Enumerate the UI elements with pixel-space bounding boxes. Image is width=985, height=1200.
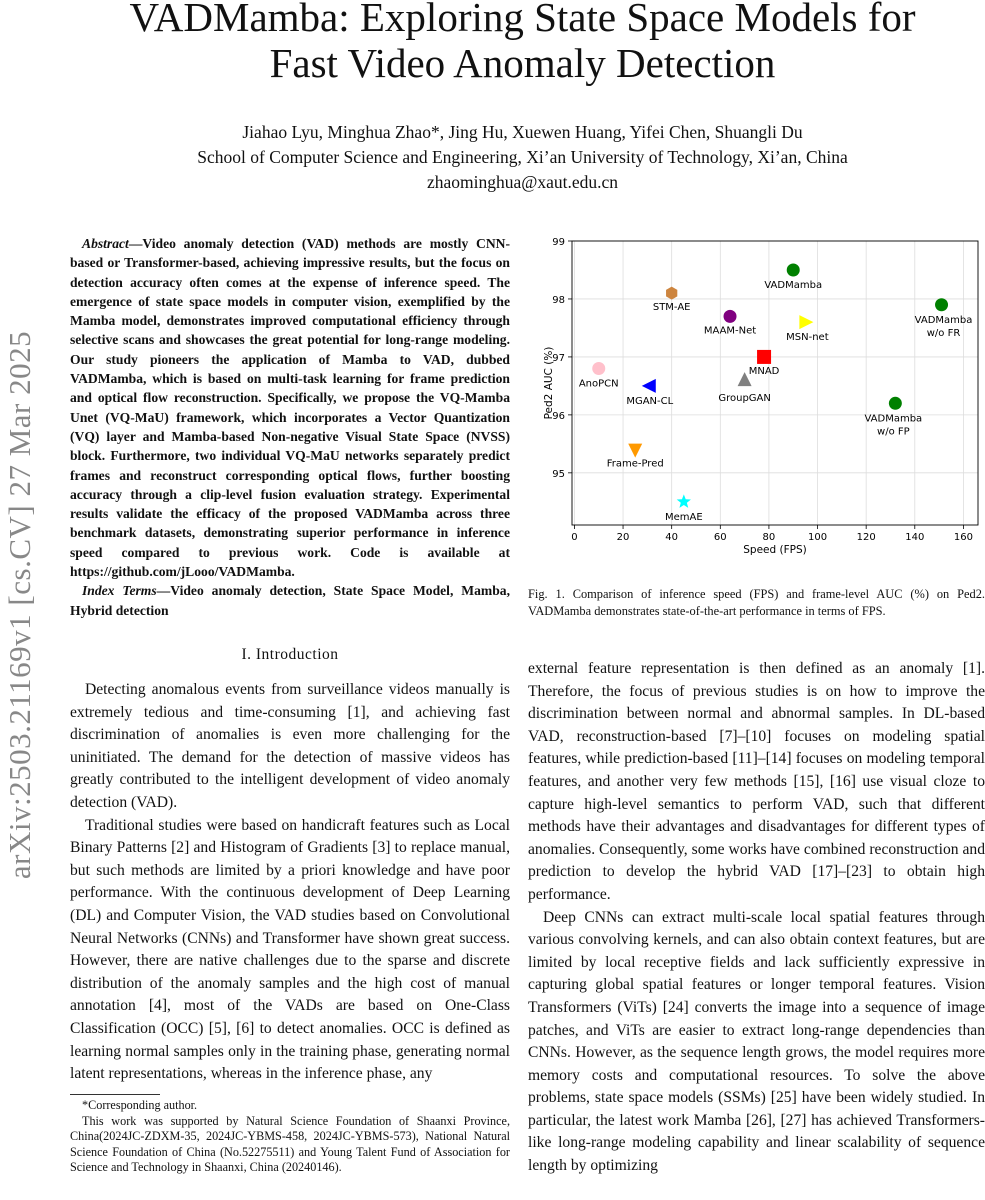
frame-pred-marker xyxy=(628,444,642,458)
point-label: Frame-Pred xyxy=(606,458,664,470)
paper-title xyxy=(60,0,985,86)
x-tick-label: 40 xyxy=(665,532,679,543)
msn-net-marker xyxy=(799,315,813,329)
y-axis-label: Ped2 AUC (%) xyxy=(543,346,555,420)
anopcn-marker xyxy=(592,362,605,375)
abstract xyxy=(70,234,510,620)
scatter-chart xyxy=(540,230,985,565)
footnotes xyxy=(70,1098,510,1176)
footnote-rule xyxy=(70,1094,160,1095)
mgan-cl-marker xyxy=(642,379,656,393)
affiliation: School of Computer Science and Engineering, Xi’an University of Technology, Xi’an, China xyxy=(197,147,848,167)
point-label: AnoPCN xyxy=(578,378,619,390)
abstract-text: —Video anomaly detection (VAD) methods are mostly CNN-based or Transformer-based, achieving impressive results, but the focus on detection accuracy often comes at the expense of inference speed. The emergence of state space models in computer vision, exemplified by the Mamba model, demonstrates improved computational efficiency through selective scans and showcases the great potential for long-range modeling. Our study pioneers the application of Mamba to VAD, dubbed VADMamba, which is based on multi-task learning for frame prediction and optical flow reconstruction. Specifically, we propose the VQ-Mamba Unet (VQ-MaU) framework, which incorporates a Vector Quantization (VQ) layer and Mamba-based Non-negative Visual State Space (NVSS) block. Furthermore, two individual VQ-MaU networks separately predict frames and reconstruct corresponding optical flows, further boosting accuracy through a clip-level fusion evaluation strategy. Experimental results validate the efficacy of the proposed VADMamba across three benchmark datasets, demonstrating superior performance in inference speed compared to previous work. Code is available at https://github.com/jLooo/VADMamba. xyxy=(70,236,510,580)
y-tick-label: 95 xyxy=(552,468,565,480)
vadmamba-w-o-fr-marker xyxy=(935,298,948,311)
y-tick-label: 97 xyxy=(552,352,565,364)
paragraph: Detecting anomalous events from surveillance videos manually is extremely tedious and time-consuming [1], and achieving fast discrimination of anomalies is even more challenging for the uninitiated. The demand for the detection of massive videos has greatly contributed to the intelligent development of video anomaly detection (VAD). xyxy=(70,681,510,811)
arxiv-sidebar xyxy=(0,260,40,950)
point-label: MNAD xyxy=(748,365,780,377)
figure-scatter-chart xyxy=(540,230,985,565)
point-label: MSN-net xyxy=(786,332,829,344)
email: zhaominghua@xaut.edu.cn xyxy=(426,172,619,192)
title-line-2: Fast Video Anomaly Detection xyxy=(269,40,776,86)
footnote-funding: This work was supported by Natural Science Foundation of Shaanxi Province, China(2024JC-ZDXM-35, 2024JC-YBMS-458, 2024JC-YBMS-573), National Natural Science Foundation of China (No.52275511) and Young Talent Fund of Association for Science and Technology in Shaanxi, China (20240146). xyxy=(70,1113,510,1175)
vadmamba-w-o-fp-marker xyxy=(889,397,902,410)
paragraph: Deep CNNs can extract multi-scale local spatial features through various convolving kernels, and can also obtain context features, but are limited by local receptive fields and lack sufficiently expressive in capturing global spatial features or longer temporal features. Vision Transformers (ViTs) [24] converts the image into a sequence of image patches, and ViTs are easier to extract long-range dependencies than CNNs. However, as the sequence length grows, the model requires more memory costs and computational resources. To solve the above problems, state space models (SSMs) [25] have been widely studied. In particular, the latest work Mamba [26], [27] has achieved Transformers-like long-range modeling capability and linear scalability of sequence length by optimizing xyxy=(528,908,985,1175)
right-column xyxy=(528,658,985,1178)
y-tick-label: 98 xyxy=(552,294,565,306)
x-tick-label: 60 xyxy=(713,532,727,543)
point-label: MAAM-Net xyxy=(703,325,757,337)
abstract-label: Abstract xyxy=(82,236,129,251)
point-label: VADMamba w/o FP xyxy=(864,413,923,438)
x-axis-label: Speed (FPS) xyxy=(743,544,807,556)
figure-caption: Fig. 1. Comparison of inference speed (FPS) and frame-level AUC (%) on Ped2. VADMamba demonstrates state-of-the-art performance in terms of FPS. xyxy=(528,587,985,618)
x-tick-label: 20 xyxy=(616,532,630,543)
point-label: VADMamba w/o FR xyxy=(914,314,973,339)
x-tick-label: 120 xyxy=(856,532,876,543)
point-label: MGAN-CL xyxy=(626,395,674,407)
index-terms-text: —Video anomaly detection, State Space Model, Mamba, Hybrid detection xyxy=(70,583,511,618)
x-tick-label: 100 xyxy=(807,532,828,543)
y-tick-label: 99 xyxy=(552,237,565,248)
x-tick-label: 0 xyxy=(571,532,578,543)
maam-net-marker xyxy=(724,310,737,323)
authors: Jiahao Lyu, Minghua Zhao*, Jing Hu, Xuewen Huang, Yifei Chen, Shuangli Du xyxy=(242,122,803,142)
paragraph: external feature representation is then defined as an anomaly [1]. Therefore, the focus of previous studies is on how to improve the discrimination between normal and abnormal samples. In DL-based VAD, reconstruction-based [7]–[10] focuses on modeling spatial features, while prediction-based [11]–[14] focuses on modeling temporal features, and another very few methods [15], [16] use visual cloze to capture high-level semantics to perform VAD, such that different methods have their advantages and disadvantages for different types of anomalies. Consequently, some works have combined reconstruction and prediction to develop the hybrid VAD [17]–[23] to obtain high performance. xyxy=(528,660,985,903)
y-tick-label: 96 xyxy=(552,410,565,422)
mnad-marker xyxy=(757,350,771,364)
memae-marker xyxy=(677,494,691,508)
x-tick-label: 80 xyxy=(762,532,776,543)
vadmamba-marker xyxy=(787,263,800,276)
author-block xyxy=(60,120,985,195)
paragraph: Traditional studies were based on handicraft features such as Local Binary Patterns [2] and Histogram of Gradients [3] to replace manual, but such methods are limited by a priori knowledge and have poor performance. With the continuous development of Deep Learning (DL) and Computer Vision, the VAD studies based on Convolutional Neural Networks (CNNs) and Transformer have shown great success. However, there are native challenges due to the sparse and discrete distribution of the anomaly samples and the high cost of manual annotation [4], most of the VADs are based on One-Class Classification (OCC) [5], [6] to detect anomalies. OCC is defined as learning normal samples only in the training phase, generating normal latent representations, whereas in the inference phase, any xyxy=(70,816,510,1083)
stm-ae-marker xyxy=(666,287,677,300)
point-label: STM-AE xyxy=(652,302,691,314)
section-heading: I. Introduction xyxy=(241,646,339,663)
footnote-corresponding: *Corresponding author. xyxy=(82,1098,198,1112)
point-label: GroupGAN xyxy=(718,393,771,405)
title-line-1: VADMamba: Exploring State Space Models for xyxy=(129,0,916,40)
left-column xyxy=(70,679,510,1086)
point-label: VADMamba xyxy=(764,279,823,291)
x-tick-label: 160 xyxy=(953,532,973,543)
x-tick-label: 140 xyxy=(905,532,925,543)
point-label: MemAE xyxy=(664,511,703,523)
index-terms-label: Index Terms xyxy=(82,583,157,599)
arxiv-id: arXiv:2503.21169v1 [cs.CV] 27 Mar 2025 xyxy=(2,330,37,880)
